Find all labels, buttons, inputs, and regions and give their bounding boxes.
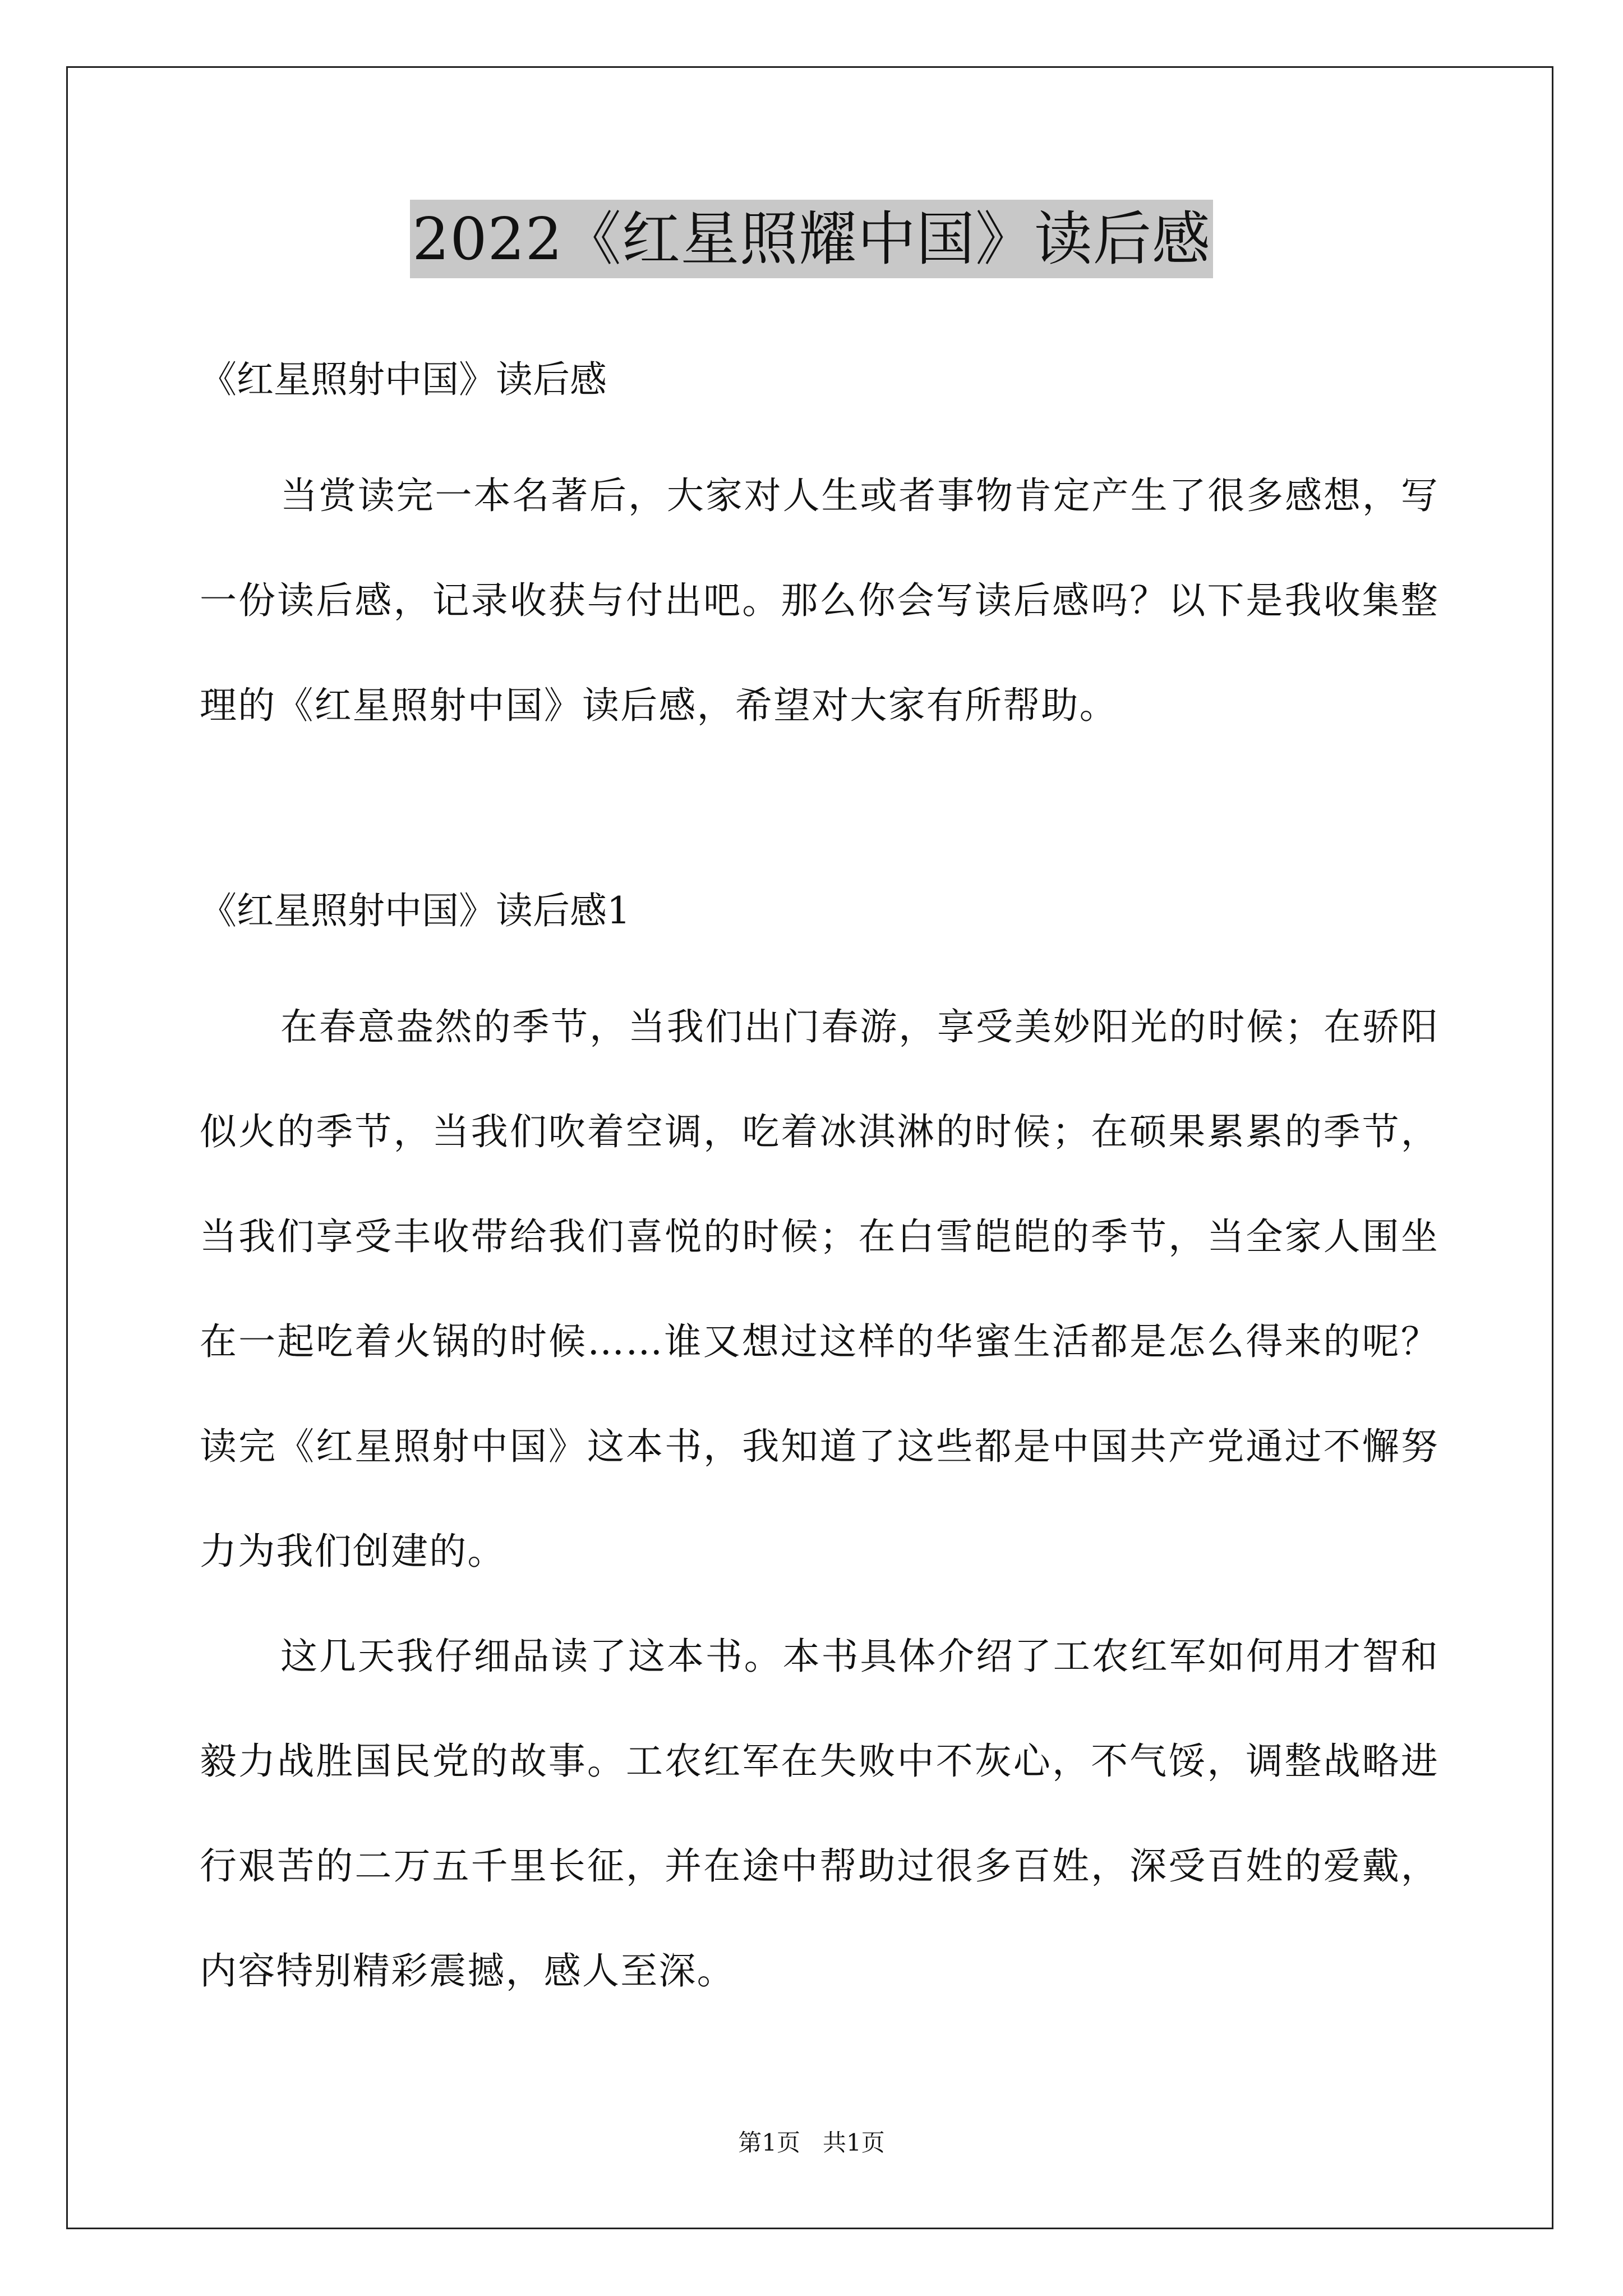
- section-1-paragraph-1: 在春意盎然的季节，当我们出门春游，享受美妙阳光的时候；在骄阳似火的季节，当我们吹着空调，吃着冰淇淋的时候；在硕果累累的季节，当我们享受丰收带给我们喜悦的时候；在白雪皑皑的季节，当全家人围坐在一起吃着火锅的时候……谁又想过这样的华蜜生活都是怎么得来的呢？读完《红星照射中国》这本书，我知道了这些都是中国共产党通过不懈努力为我们创建的。: [200, 1005, 1439, 1573]
- section-1-heading: 《红星照射中国》读后感1: [200, 889, 630, 932]
- intro-heading: 《红星照射中国》读后感: [200, 358, 607, 401]
- section-1-paragraph-2: 这几天我仔细品读了这本书。本书具体介绍了工农红军如何用才智和毅力战胜国民党的故事。工农红军在失败中不灰心，不气馁，调整战略进行艰苦的二万五千里长征，并在途中帮助过很多百姓，深受百姓的爱戴，内容特别精彩震撼，感人至深。: [200, 1635, 1439, 1993]
- page-footer: 第1页 共1页: [738, 2129, 885, 2156]
- title-container: [0, 200, 1623, 278]
- document-title: 2022《红星照耀中国》读后感: [410, 200, 1213, 278]
- intro-paragraph: 当赏读完一本名著后，大家对人生或者事物肯定产生了很多感想，写一份读后感，记录收获与付出吧。那么你会写读后感吗？以下是我收集整理的《红星照射中国》读后感，希望对大家有所帮助。: [200, 474, 1439, 727]
- document-body: [200, 314, 1439, 2023]
